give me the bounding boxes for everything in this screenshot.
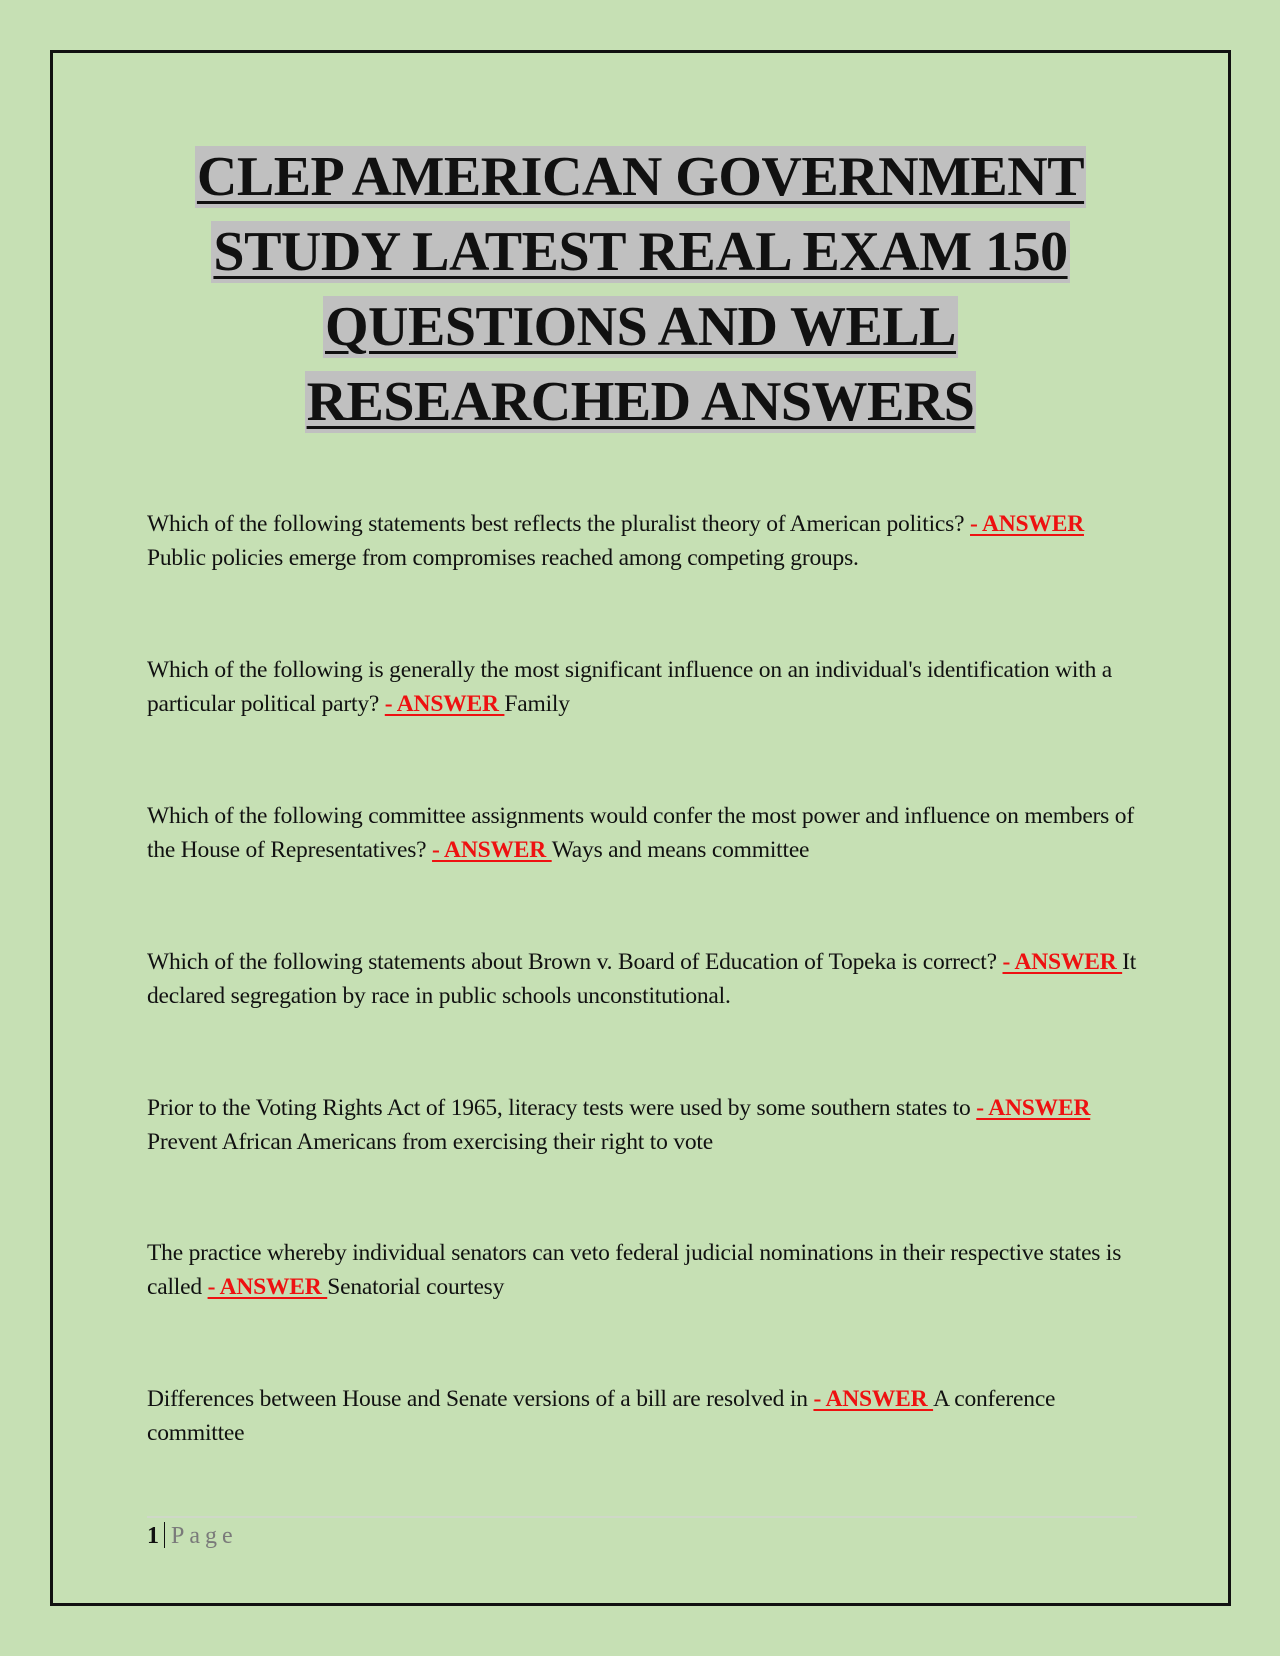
title-line: QUESTIONS AND WELL <box>324 296 957 358</box>
question-text: The practice whereby individual senators can veto federal judicial nominations in their respective states is called <box>147 1240 1122 1300</box>
qa-item <box>147 1382 1137 1450</box>
page-footer <box>147 1520 238 1552</box>
answer-text: Public policies emerge from compromises reached among competing groups. <box>147 545 859 571</box>
answer-text: Ways and means committee <box>551 837 810 863</box>
question-text: Prior to the Voting Rights Act of 1965, literacy tests were used by some southern states to <box>147 1095 977 1121</box>
document-title <box>53 140 1228 440</box>
question-text: Differences between House and Senate versions of a bill are resolved in <box>147 1386 814 1412</box>
answer-marker: - ANSWER <box>970 511 1084 537</box>
page-separator <box>164 1522 165 1548</box>
qa-item <box>147 1091 1137 1159</box>
question-text: Which of the following is generally the most significant influence on an individual's identification with a particular political party? <box>147 657 1113 717</box>
qa-item <box>147 653 1137 721</box>
answer-marker: - ANSWER <box>976 1095 1091 1121</box>
answer-text: Family <box>504 691 570 717</box>
answer-marker: - ANSWER <box>384 691 505 717</box>
footer-divider <box>147 1516 1137 1518</box>
answer-marker: - ANSWER <box>1002 949 1123 975</box>
page-number: 1 <box>147 1523 159 1549</box>
answer-marker: - ANSWER <box>813 1386 934 1412</box>
answer-text: It declared segregation by race in public schools unconstitutional. <box>147 949 1137 1009</box>
title-line: RESEARCHED ANSWERS <box>306 371 975 433</box>
page-label: Page <box>171 1523 238 1549</box>
question-text: Which of the following statements about Brown v. Board of Education of Topeka is correct? <box>147 949 1003 975</box>
title-line: STUDY LATEST REAL EXAM 150 <box>213 221 1068 283</box>
answer-text: Senatorial courtesy <box>327 1274 505 1300</box>
answer-text: A conference committee <box>147 1386 1056 1446</box>
title-line: CLEP AMERICAN GOVERNMENT <box>196 146 1085 208</box>
qa-item <box>147 1236 1137 1304</box>
question-text: Which of the following statements best reflects the pluralist theory of American politics? <box>147 511 970 537</box>
answer-marker: - ANSWER <box>207 1274 328 1300</box>
qa-item <box>147 507 1137 575</box>
answer-marker: - ANSWER <box>432 837 552 863</box>
answer-text: Prevent African Americans from exercising their right to vote <box>147 1129 713 1155</box>
question-text: Which of the following committee assignments would confer the most power and influence on members of the House of Representatives? <box>147 803 1134 863</box>
qa-item <box>147 945 1137 1013</box>
qa-item <box>147 799 1137 867</box>
